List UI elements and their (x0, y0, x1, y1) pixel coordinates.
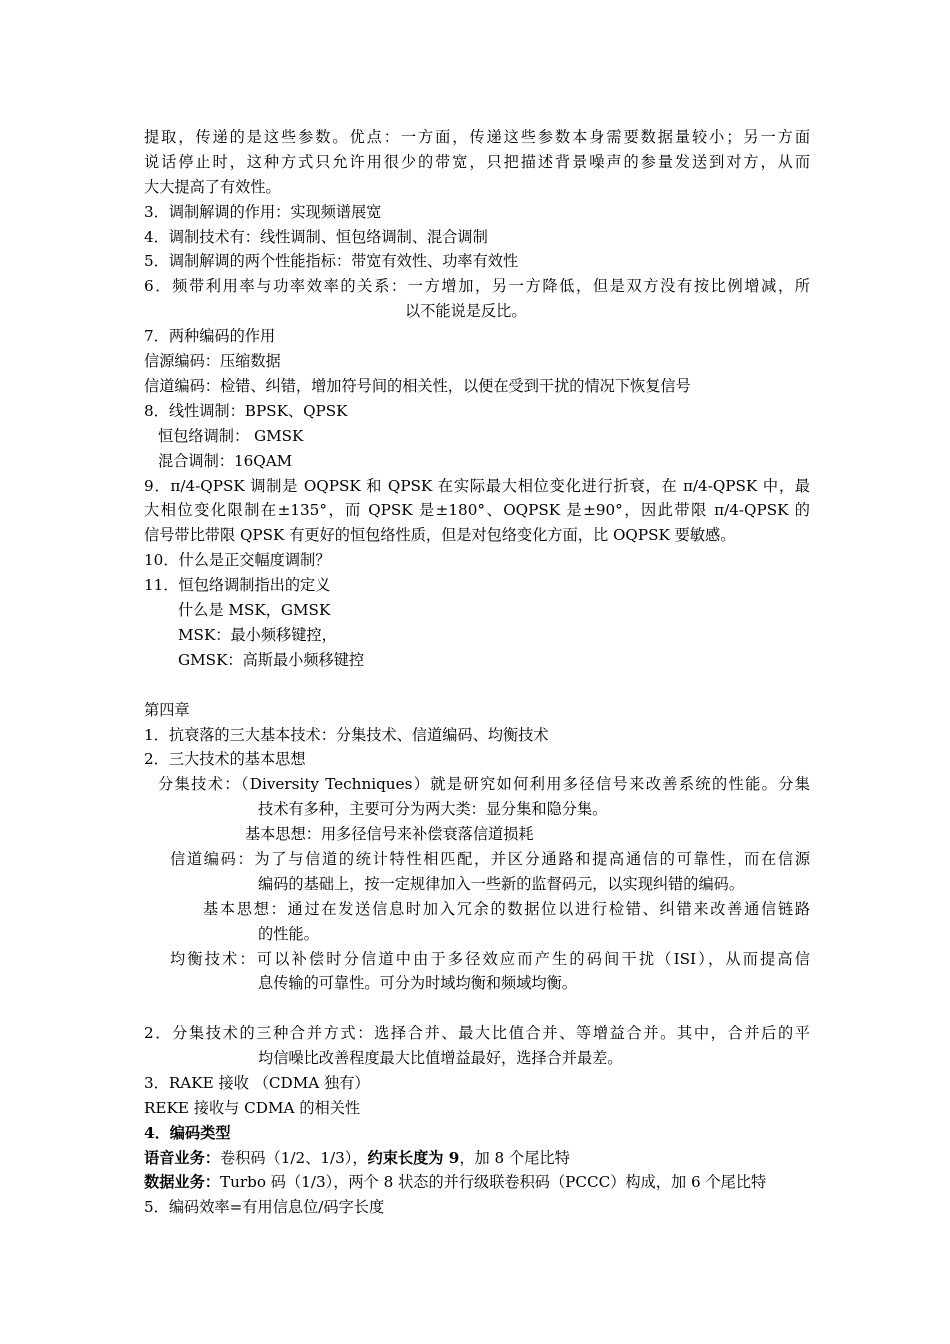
text-line: 8．线性调制：BPSK、QPSK (144, 402, 348, 420)
data-service-label: 数据业务： (144, 1173, 220, 1191)
text-line: REKE 接收与 CDMA 的相关性 (144, 1099, 361, 1117)
text-line: 恒包络调制： GMSK (158, 427, 304, 445)
voice-service-text: 卷积码（1/2、1/3）， (219, 1149, 368, 1167)
voice-service-tail: ，加 8 个尾比特 (459, 1149, 570, 1167)
text-line: 信源编码：压缩数据 (144, 352, 281, 370)
text-line: 说话停止时，这种方式只允许用很少的带宽，只把描述背景噪声的参量发送到对方，从而 (144, 153, 810, 171)
text-line: 基本思想：用多径信号来补偿衰落信道损耗 (245, 825, 534, 843)
text-line: 的性能。 (258, 925, 319, 943)
text-line: 提取，传递的是这些参数。优点：一方面，传递这些参数本身需要数据量较小；另一方面 (144, 128, 810, 146)
text-line: 均衡技术：可以补偿时分信道中由于多径效应而产生的码间干扰（ISI），从而提高信 (170, 950, 810, 968)
text-line: GMSK：高斯最小频移键控 (178, 651, 365, 669)
data-service-line (144, 1170, 810, 1195)
text-line: 5．调制解调的两个性能指标：带宽有效性、功率有效性 (144, 252, 519, 270)
text-line: 10．什么是正交幅度调制？ (144, 551, 331, 569)
text-line: 9．π/4-QPSK 调制是 OQPSK 和 QPSK 在实际最大相位变化进行折衰，在 π/4-QPSK 中，最 (144, 477, 810, 495)
text-line: 1．抗衰落的三大基本技术：分集技术、信道编码、均衡技术 (144, 726, 549, 744)
text-line: MSK：最小频移键控， (178, 626, 337, 644)
chapter-heading: 第四章 (144, 701, 190, 719)
text-line: 大相位变化限制在±135°，而 QPSK 是±180°、OQPSK 是±90°，因此带限 π/4-QPSK 的 (144, 501, 810, 519)
text-line: 信道编码：为了与信道的统计特性相匹配，并区分通路和提高通信的可靠性，而在信源 (170, 850, 810, 868)
text-line: 大大提高了有效性。 (144, 178, 281, 196)
text-line: 4．编码类型 (144, 1124, 231, 1142)
text-line: 3．RAKE 接收 （CDMA 独有） (144, 1074, 370, 1092)
constraint-length: 约束长度为 9 (367, 1149, 460, 1167)
text-line: 什么是 MSK，GMSK (178, 601, 331, 619)
text-line: 2．三大技术的基本思想 (144, 750, 306, 768)
text-line: 2．分集技术的三种合并方式：选择合并、最大比值合并、等增益合并。其中，合并后的平 (144, 1024, 810, 1042)
text-line: 6．频带利用率与功率效率的关系：一方增加，另一方降低，但是双方没有按比例增减，所 (144, 277, 810, 295)
data-service-text: Turbo 码（1/3），两个 8 状态的并行级联卷积码（PCCC）构成，加 6 个尾比特 (219, 1173, 767, 1191)
text-line: 信道编码：检错、纠错，增加符号间的相关性，以便在受到干扰的情况下恢复信号 (144, 377, 691, 395)
text-line: 5．编码效率=有用信息位/码字长度 (144, 1198, 385, 1216)
text-line: 3．调制解调的作用：实现频谱展宽 (144, 203, 382, 221)
text-line: 技术有多种，主要可分为两大类：显分集和隐分集。 (258, 800, 608, 818)
text-line: 编码的基础上，按一定规律加入一些新的监督码元，以实现纠错的编码。 (258, 875, 744, 893)
text-line: 息传输的可靠性。可分为时域均衡和频域均衡。 (258, 974, 577, 992)
text-line: 以不能说是反比。 (405, 302, 527, 320)
text-line: 混合调制：16QAM (158, 452, 293, 470)
text-line: 11．恒包络调制指出的定义 (144, 576, 331, 594)
text-line: 分集技术：（Diversity Techniques）就是研究如何利用多径信号来改善系统的性能。分集 (158, 775, 810, 793)
text-line: 均信噪比改善程度最大比值增益最好，选择合并最差。 (258, 1049, 623, 1067)
text-line: 7．两种编码的作用 (144, 327, 276, 345)
text-line: 4．调制技术有：线性调制、恒包络调制、混合调制 (144, 228, 488, 246)
voice-service-label: 语音业务： (144, 1149, 220, 1167)
text-line: 基本思想：通过在发送信息时加入冗余的数据位以进行检错、纠错来改善通信链路 (203, 900, 810, 918)
voice-service-line (144, 1146, 810, 1171)
text-line: 信号带比带限 QPSK 有更好的恒包络性质，但是对包络变化方面，比 OQPSK 要敏感。 (144, 526, 736, 544)
